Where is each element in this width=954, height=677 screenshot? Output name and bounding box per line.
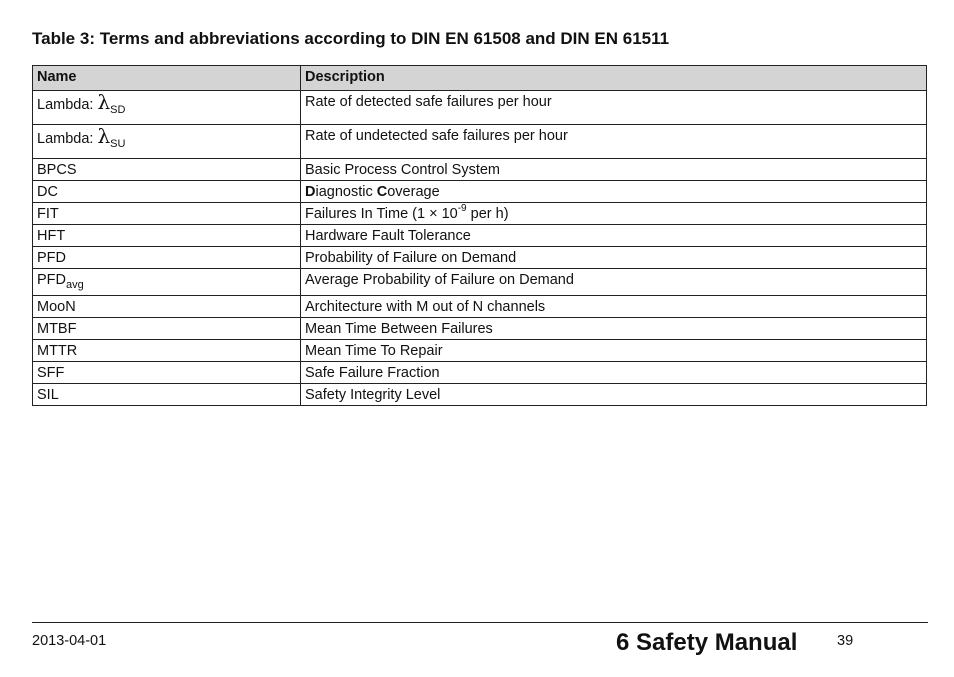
table-row xyxy=(33,340,927,362)
term-cell: PFD xyxy=(33,247,301,269)
table-row xyxy=(33,181,927,203)
description-cell: Safety Integrity Level xyxy=(301,384,927,406)
description-cell: Hardware Fault Tolerance xyxy=(301,225,927,247)
term-cell: SFF xyxy=(33,362,301,384)
term-cell: $PFD_{avg}$ xyxy=(33,269,301,296)
table-title: Table 3: Terms and abbreviations according to DIN EN 61508 and DIN EN 61511 xyxy=(32,29,670,48)
description-cell: Average Probability of Failure on Demand xyxy=(301,269,927,296)
table-row xyxy=(33,318,927,340)
description-cell: Safe Failure Fraction xyxy=(301,362,927,384)
description-cell: Failures In Time ($1 \times 10^{-9}$ per h) xyxy=(301,203,927,225)
term-cell: MTTR xyxy=(33,340,301,362)
footer-divider xyxy=(32,622,928,623)
description-cell: Basic Process Control System xyxy=(301,159,927,181)
table-row xyxy=(33,247,927,269)
table-header-row xyxy=(33,66,927,91)
description-cell: Mean Time Between Failures xyxy=(301,318,927,340)
term-cell: HFT xyxy=(33,225,301,247)
description-cell: Mean Time To Repair xyxy=(301,340,927,362)
term-cell: BPCS xyxy=(33,159,301,181)
header-description: Description xyxy=(301,66,927,91)
table-row xyxy=(33,203,927,225)
header-name: Name xyxy=(33,66,301,91)
page-number: 39 xyxy=(837,633,854,649)
description-cell: Probability of Failure on Demand xyxy=(301,247,927,269)
lambda-symbol: λ xyxy=(97,90,111,114)
table-row xyxy=(33,269,927,296)
lambda-symbol: λ xyxy=(97,124,111,148)
footer-date: 2013-04-01 xyxy=(32,633,107,649)
footer-section-title: 6 Safety Manual xyxy=(616,629,798,656)
term-cell: MTBF xyxy=(33,318,301,340)
term-cell: DC xyxy=(33,181,301,203)
table-row xyxy=(33,362,927,384)
description-cell: Architecture with M out of N channels xyxy=(301,296,927,318)
table-row xyxy=(33,296,927,318)
term-cell: MooN xyxy=(33,296,301,318)
terms-table xyxy=(32,65,927,406)
table-row xyxy=(33,225,927,247)
table-row xyxy=(33,91,927,125)
term-cell: SIL xyxy=(33,384,301,406)
description-cell: Rate of undetected safe failures per hour xyxy=(301,125,927,159)
term-cell: Lambda: $\lambda_{SD}$ xyxy=(33,91,301,125)
description-cell: Rate of detected safe failures per hour xyxy=(301,91,927,125)
table-row xyxy=(33,159,927,181)
term-cell: FIT xyxy=(33,203,301,225)
description-cell: Diagnostic Coverage xyxy=(301,181,927,203)
term-cell: Lambda: $\lambda_{SU}$ xyxy=(33,125,301,159)
table-row xyxy=(33,125,927,159)
table-row xyxy=(33,384,927,406)
